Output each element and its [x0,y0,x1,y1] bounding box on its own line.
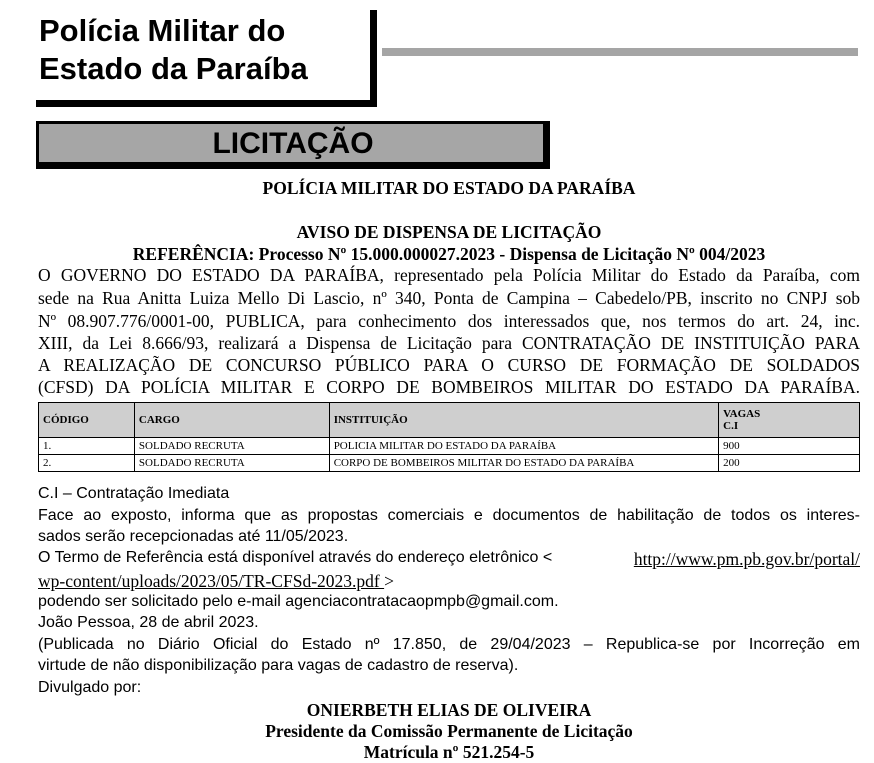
vacancies-table [38,402,860,472]
place-date: João Pessoa, 28 de abril 2023. [38,614,259,631]
header-cargo: CARGO [134,403,329,438]
divulgado-label: Divulgado por: [38,679,142,696]
section-title: LICITAÇÃO [212,127,374,160]
exposto-line-2: sados serão recepcionadas até 11/05/2023. [38,528,349,545]
termo-prefix: O Termo de Referência está disponível através do endereço eletrônico < [38,549,553,566]
body-line: O GOVERNO DO ESTADO DA PARAÍBA, representado pela Polícia Militar do Estado da Paraíba, com [38,265,860,285]
cell-codigo: 2. [39,455,135,472]
cell-vagas: 900 [719,438,860,455]
cell-instituicao: POLICIA MILITAR DO ESTADO DA PARAÍBA [329,438,718,455]
body-line: XIII, da Lei 8.666/93, realizará a Dispensa de Licitação para CONTRATAÇÃO DE INSTITUIÇÃO PARA [38,333,860,353]
signer-role: Presidente da Comissão Permanente de Licitação [265,721,633,741]
ci-note: C.I – Contratação Imediata [38,485,230,502]
masthead-rule [382,48,858,56]
reference-line: REFERÊNCIA: Processo Nº 15.000.000027.2023 - Dispensa de Licitação Nº 004/2023 [132,244,766,264]
table-header-row [39,403,860,438]
cell-cargo: SOLDADO RECRUTA [134,438,329,455]
exposto-line-1: Face ao exposto, informa que as propostas comerciais e documentos de habilitação de todos os interes- [38,507,860,524]
header-vagas-label: VAGAS [723,408,761,420]
masthead-title [39,12,369,88]
header-instituicao: INSTITUIÇÃO [329,403,718,438]
body-line: Nº 08.907.776/0001-00, PUBLICA, para conhecimento dos interessados que, nos termos do art. 24, inc. [38,311,860,331]
body-line: A REALIZAÇÃO DE CONCURSO PÚBLICO PARA O CURSO DE FORMAÇÃO DE SOLDADOS [38,355,860,375]
termo-line-2 [38,571,860,592]
published-line-1: (Publicada no Diário Oficial do Estado nº 17.850, de 29/04/2023 – Republica-se por Incorreção em [38,636,860,653]
cell-instituicao: CORPO DE BOMBEIROS MILITAR DO ESTADO DA PARAÍBA [329,455,718,472]
table-row [39,455,860,472]
header-ci-label: C.I [723,420,739,432]
termo-url-link[interactable]: http://www.pm.pb.gov.br/portal/ [633,549,860,569]
termo-line [38,549,860,570]
published-line-2: virtude de não disponibilização para vagas de cadastro de reserva). [38,657,519,674]
signer-registration: Matrícula nº 521.254-5 [363,742,535,762]
header-vagas [719,403,860,438]
signer-name: ONIERBETH ELIAS DE OLIVEIRA [306,700,592,720]
header-codigo: CÓDIGO [39,403,135,438]
body-line: sede na Rua Anitta Luiza Mello Di Lascio, nº 340, Ponta de Campina – Cabedelo/PB, inscrito no CNPJ sob [38,288,860,308]
organization-heading: POLÍCIA MILITAR DO ESTADO DA PARAÍBA [262,178,636,198]
notice-title: AVISO DE DISPENSA DE LICITAÇÃO [296,222,602,242]
body-line: (CFSD) DA POLÍCIA MILITAR E CORPO DE BOMBEIROS MILITAR DO ESTADO DA PARAÍBA. [38,377,860,397]
cell-cargo: SOLDADO RECRUTA [134,455,329,472]
masthead-line-2: Estado da Paraíba [39,51,308,86]
cell-vagas: 200 [719,455,860,472]
termo-url-link-continued[interactable]: wp-content/uploads/2023/05/TR-CFSd-2023.pdf [38,571,385,591]
table-row [39,438,860,455]
termo-suffix: > [384,571,394,591]
email-line: podendo ser solicitado pelo e-mail agenciacontratacaopmpb@gmail.com. [38,593,559,610]
masthead-line-1: Polícia Militar do [39,13,286,48]
cell-codigo: 1. [39,438,135,455]
